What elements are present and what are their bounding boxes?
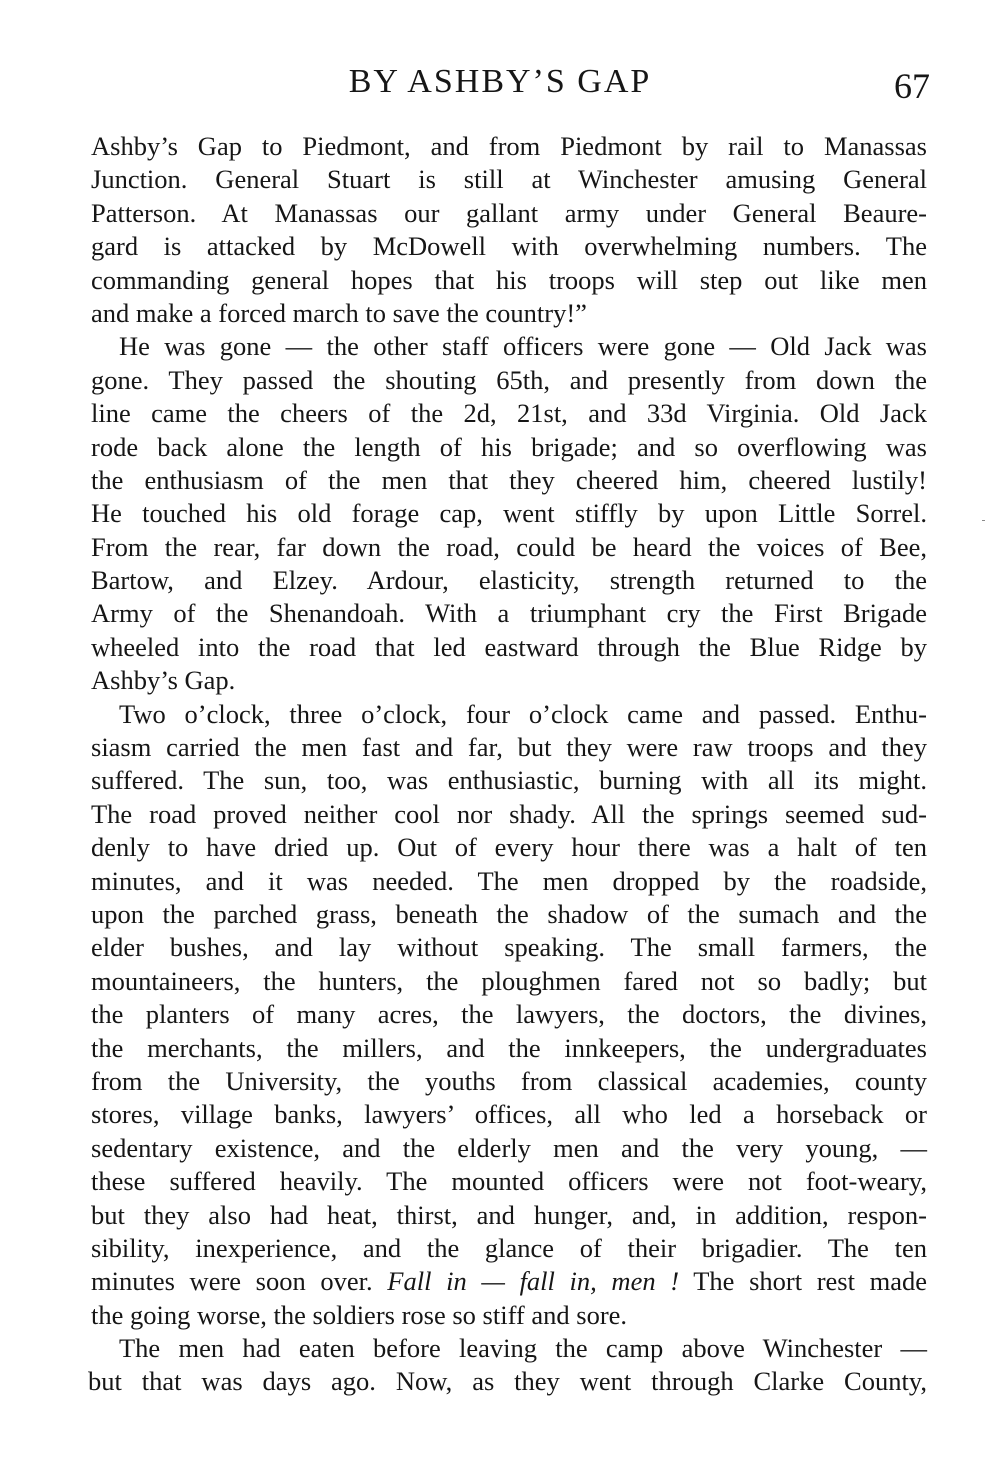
text-line: the merchants, the millers, and the innkeepers, the undergraduates: [91, 1032, 927, 1063]
text-line: stores, village banks, lawyers’ offices, all who led a horseback or: [91, 1099, 927, 1130]
text-line: Two o’clock, three o’clock, four o’clock came and passed. Enthu-: [119, 698, 927, 729]
margin-speck: [982, 520, 985, 521]
text-line: suffered. The sun, too, was enthusiastic, burning with all its might.: [91, 765, 927, 796]
text-line: and make a forced march to save the country!”: [91, 297, 587, 328]
text-line: Ashby’s Gap.: [91, 665, 236, 696]
text-line: Bartow, and Elzey. Ardour, elasticity, strength returned to the: [91, 565, 927, 596]
text-line: He touched his old forage cap, went stiffly by upon Little Sorrel.: [91, 498, 927, 529]
text-line: upon the parched grass, beneath the shadow of the sumach and the: [91, 898, 927, 929]
page-number: 67: [894, 66, 930, 106]
text-line-with-italic: [91, 1265, 927, 1298]
italic-command: Fall in — fall in, men !: [387, 1266, 680, 1297]
text-line: but they also had heat, thirst, and hunger, and, in addition, respon-: [91, 1199, 927, 1230]
text-line: the planters of many acres, the lawyers, the doctors, the divines,: [91, 999, 927, 1030]
text-line: sedentary existence, and the elderly men and the very young, —: [91, 1132, 927, 1163]
text-line: sibility, inexperience, and the glance of their brigadier. The ten: [91, 1232, 927, 1263]
text-line: line came the cheers of the 2d, 21st, and 33d Virginia. Old Jack: [91, 398, 927, 429]
text-line: Patterson. At Manassas our gallant army under General Beaure-: [91, 197, 927, 228]
text-line: mountaineers, the hunters, the ploughmen fared not so badly; but: [91, 965, 927, 996]
text-line: denly to have dried up. Out of every hour there was a halt of ten: [91, 832, 927, 863]
text-line: Ashby’s Gap to Piedmont, and from Piedmont by rail to Manassas: [91, 131, 927, 161]
text-line: rode back alone the length of his brigade; and so overflowing was: [91, 431, 927, 462]
text-line: He was gone — the other staff officers were gone — Old Jack was: [119, 331, 927, 362]
text-line: the going worse, the soldiers rose so stiff and sore.: [91, 1299, 628, 1330]
running-title: BY ASHBY’S GAP: [348, 63, 652, 100]
text-line: gone. They passed the shouting 65th, and presently from down the: [91, 364, 927, 395]
text-line: from the University, the youths from classical academies, county: [91, 1065, 927, 1096]
text-run: minutes were soon over.: [91, 1266, 388, 1297]
text-line: the enthusiasm of the men that they cheered him, cheered lustily!: [91, 464, 927, 495]
text-line: commanding general hopes that his troops will step out like men: [91, 264, 927, 295]
text-line: minutes, and it was needed. The men dropped by the roadside,: [91, 865, 927, 896]
text-line: these suffered heavily. The mounted officers were not foot-weary,: [91, 1166, 927, 1197]
text-line: gard is attacked by McDowell with overwhelming numbers. The: [91, 231, 927, 262]
text-line: but that was days ago. Now, as they went through Clarke County,: [88, 1366, 927, 1397]
text-run: The short rest made: [679, 1266, 928, 1297]
text-line: siasm carried the men fast and far, but they were raw troops and they: [91, 732, 927, 763]
text-line: Army of the Shenandoah. With a triumphant cry the First Brigade: [91, 598, 927, 629]
text-line: The men had eaten before leaving the camp above Winchester —: [119, 1333, 927, 1364]
body-text: [88, 130, 928, 1399]
text-line: Junction. General Stuart is still at Winchester amusing General: [91, 164, 927, 195]
text-line: elder bushes, and lay without speaking. The small farmers, the: [91, 932, 927, 963]
text-line: wheeled into the road that led eastward through the Blue Ridge by: [91, 631, 927, 662]
text-line: From the rear, far down the road, could be heard the voices of Bee,: [91, 531, 927, 562]
text-line: The road proved neither cool nor shady. All the springs seemed sud-: [91, 798, 927, 829]
